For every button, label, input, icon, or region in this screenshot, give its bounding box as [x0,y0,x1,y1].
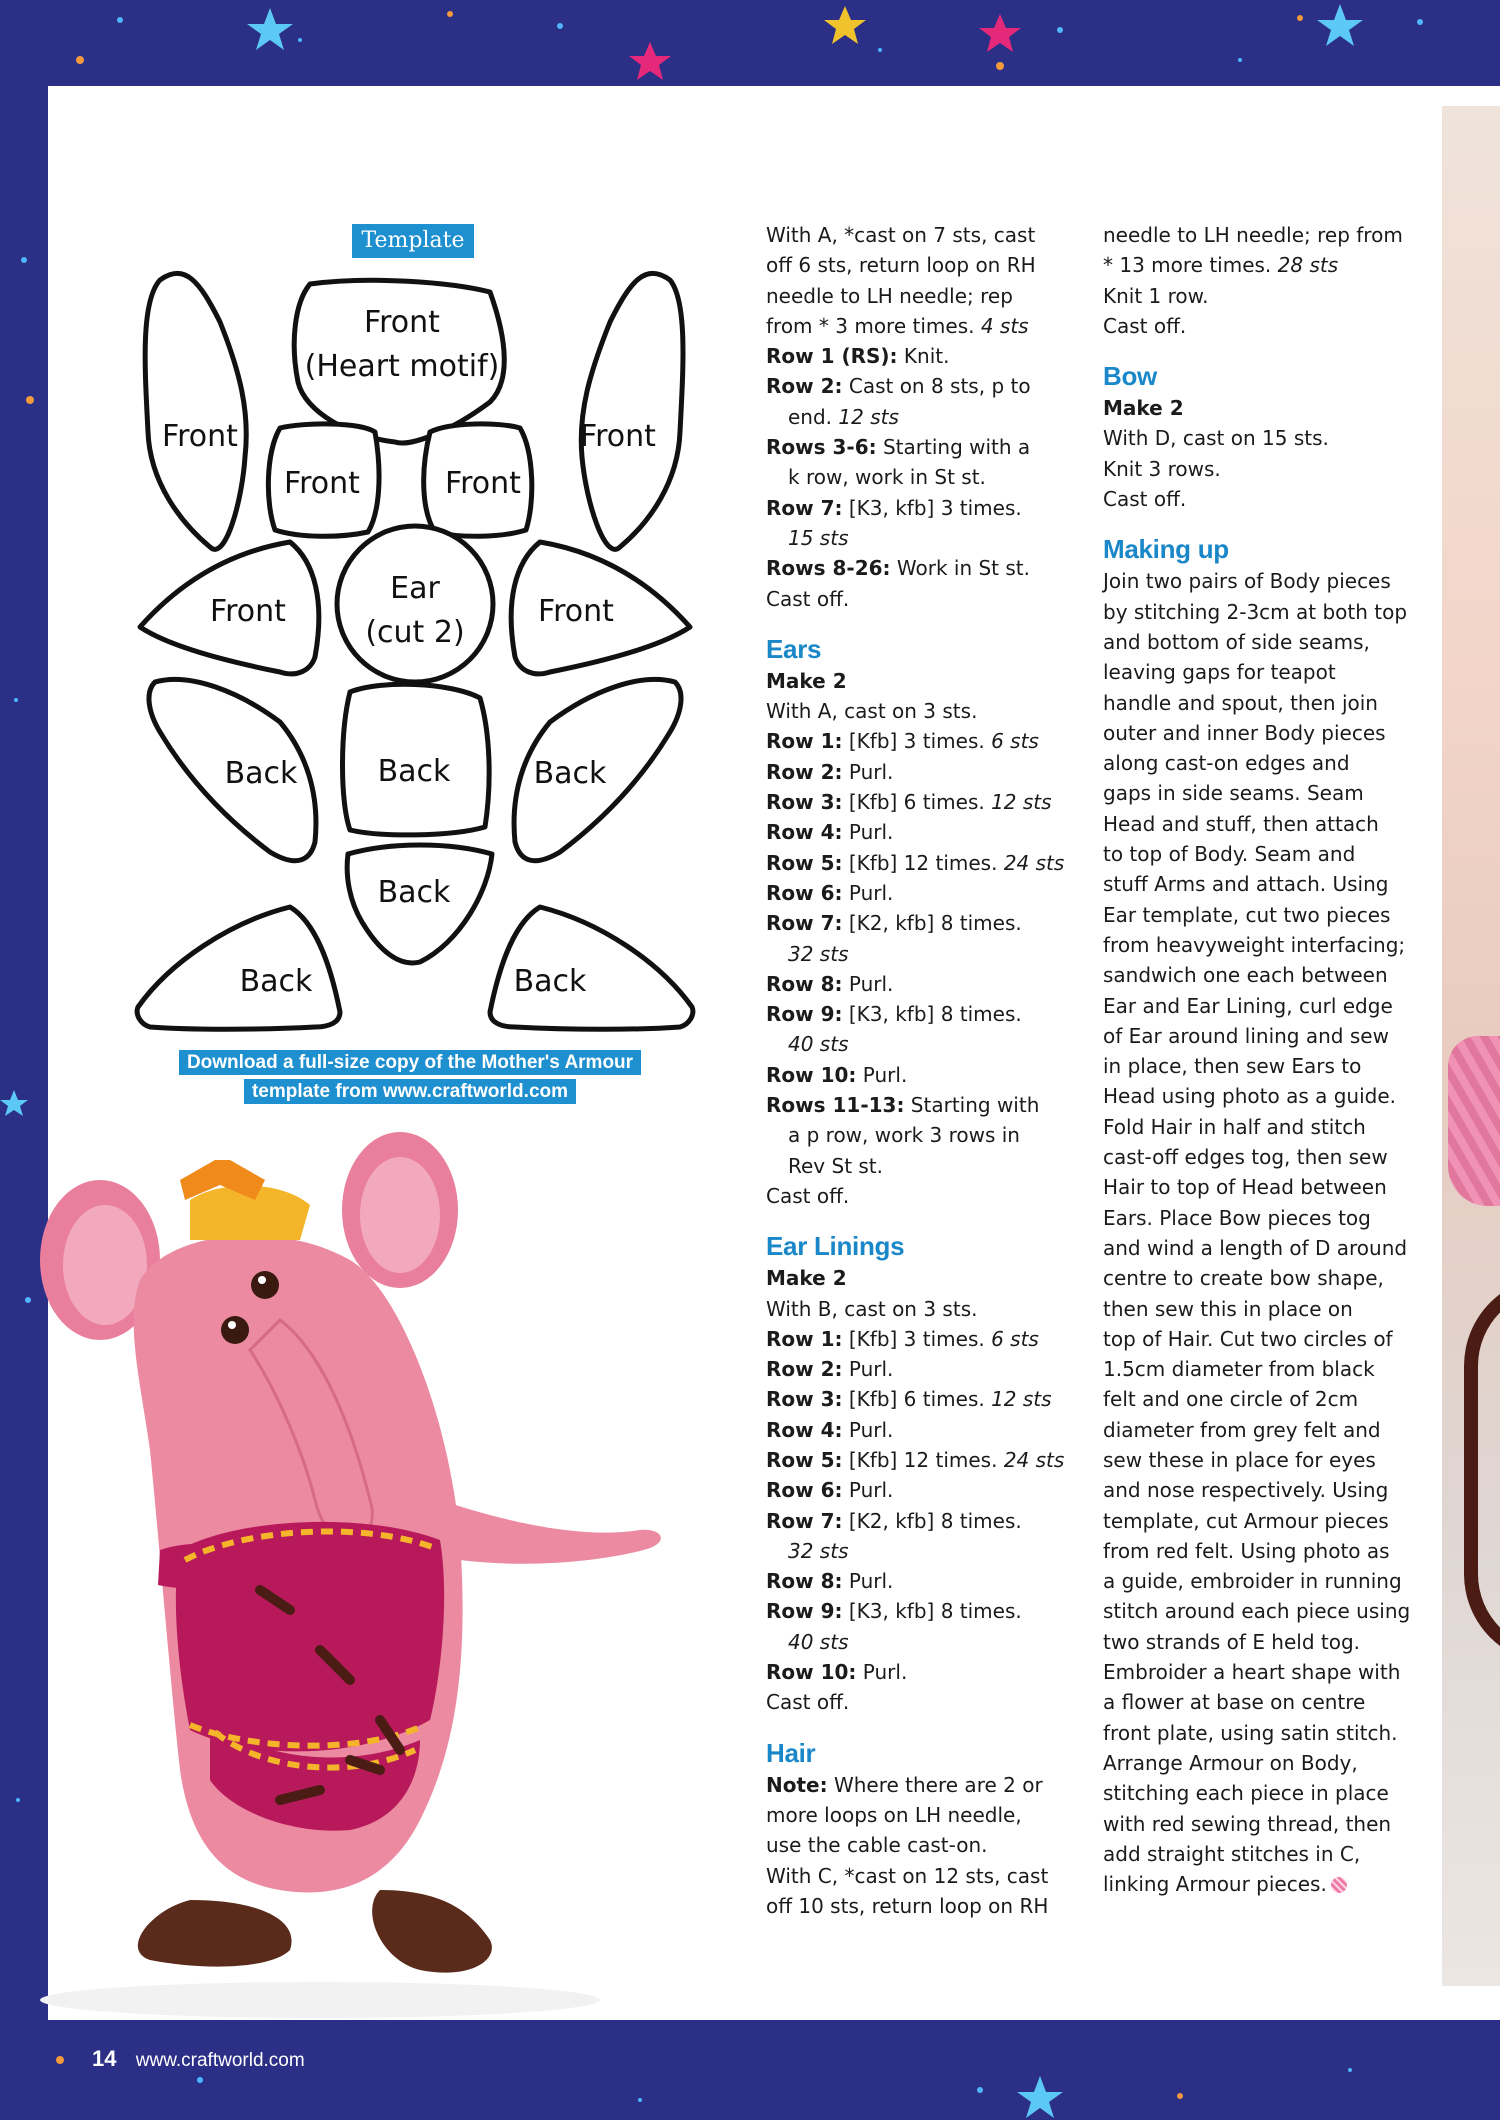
making-up-line: then sew this in place on [1103,1296,1353,1321]
making-up-line: a guide, embroider in running [1103,1569,1402,1594]
clanger-illustration [20,1120,740,2020]
heading-making-up: Making up [1103,534,1229,565]
pattern-line [766,584,1098,614]
row-key: Row 5: [766,1447,843,1472]
making-up-line: in place, then sew Ears to [1103,1054,1362,1079]
row-key: Row 3: [766,1387,843,1412]
making-up-line: of Ear around lining and sew [1103,1023,1389,1048]
making-up-line: Ears. Place Bow pieces tog [1103,1205,1371,1230]
making-up-line: template, cut Armour pieces [1103,1508,1389,1533]
making-up-line: Hair to top of Head between [1103,1175,1387,1200]
row-text: With B, cast on 3 sts. [766,1296,978,1321]
pattern-line [1103,311,1435,341]
row-text: k row, work in St st. [788,465,986,490]
row-key: Row 7: [766,495,843,520]
label-back-bottom-right: Back [513,964,587,999]
making-up-line: two strands of E held tog. [1103,1629,1361,1654]
row-key: Row 6: [766,880,843,905]
row-key: Row 9: [766,1002,843,1027]
row-text: Purl. [842,1417,894,1442]
row-key: Row 1 (RS): [766,344,898,369]
pattern-line [766,341,1098,371]
hair-line: With C, *cast on 12 sts, cast [766,1863,1049,1888]
row-count: 15 sts [788,525,849,550]
making-up-line: a flower at base on centre [1103,1690,1366,1715]
making-up-line: handle and spout, then join [1103,690,1378,715]
row-text: Purl. [842,1478,894,1503]
pattern-line [766,1627,1098,1657]
row-count: 12 sts [838,404,899,429]
row-count: 32 sts [788,941,849,966]
heading-hair: Hair [766,1737,816,1768]
making-up-last-line: linking Armour pieces. [1103,1869,1435,1899]
pattern-line [766,1294,1098,1324]
pattern-line [766,553,1098,583]
label-back-bottom-left: Back [239,964,313,999]
row-text: [Kfb] 12 times. [842,850,1004,875]
row-key: Row 9: [766,1599,843,1624]
making-up-line: Head and stuff, then attach [1103,811,1379,836]
pattern-line [766,1060,1098,1090]
row-count: 28 sts [1277,253,1339,278]
label-back-right: Back [533,756,607,791]
row-count: 24 sts [1003,850,1065,875]
row-text: Knit. [897,344,950,369]
pattern-column-2 [1103,220,1435,1899]
pattern-line [766,1596,1098,1626]
making-up-line: Ear and Ear Lining, curl edge [1103,993,1393,1018]
making-up-line: and bottom of side seams, [1103,629,1370,654]
row-key: Row 8: [766,1569,843,1594]
row-count: 12 sts [991,1387,1052,1412]
template-label: Template [352,224,474,258]
hair-continued [1103,220,1435,341]
row-key: Row 2: [766,1357,843,1382]
row-text: Purl. [842,759,894,784]
row-text: Purl. [842,1357,894,1382]
making-up-line: leaving gaps for teapot [1103,660,1336,685]
download-line-2-pre: template from [251,1081,383,1102]
row-text: Cast off. [766,1183,850,1208]
pattern-line [1103,250,1435,280]
row-text: Purl. [842,880,894,905]
making-up-line: add straight stitches in C, [1103,1841,1361,1866]
intro-text: off 6 sts, return loop on RH [766,253,1036,278]
row-count: 6 sts [991,1326,1039,1351]
pattern-line [766,1181,1098,1211]
row-text: needle to LH needle; rep from [1103,223,1403,247]
pattern-line [766,1354,1098,1384]
row-text: [K3, kfb] 8 times. [842,1002,1022,1027]
pattern-line [766,1566,1098,1596]
linings-make: Make 2 [766,1266,847,1291]
label-ear-1: Ear [390,571,440,606]
making-up-line: centre to create bow shape, [1103,1266,1384,1291]
intro-text: With A, *cast on 7 sts, cast [766,223,1036,247]
row-key: Row 4: [766,820,843,845]
label-ear-2: (cut 2) [365,615,465,650]
row-key: Row 1: [766,1326,843,1351]
pattern-line [766,848,1098,878]
pattern-line [766,757,1098,787]
yarn-ball-icon [1331,1877,1347,1893]
row-key: Row 1: [766,729,843,754]
making-up-line: with red sewing thread, then [1103,1811,1392,1836]
making-up-line: from heavyweight interfacing; [1103,932,1406,957]
making-up-line: diameter from grey felt and [1103,1417,1381,1442]
row-text: [Kfb] 3 times. [842,1326,992,1351]
piece-front-left-top [145,273,246,549]
row-count: 6 sts [991,729,1039,754]
pattern-line [766,1324,1098,1354]
download-link[interactable]: www.craftworld.com [382,1081,569,1102]
pattern-line [1103,220,1435,250]
row-key: Row 2: [766,374,843,399]
making-up-line: Head using photo as a guide. [1103,1084,1397,1109]
bow-line: Cast off. [1103,487,1187,512]
row-text: [K2, kfb] 8 times. [842,1508,1022,1533]
making-up-line: Ear template, cut two pieces [1103,902,1391,927]
making-up-line: to top of Body. Seam and [1103,842,1356,867]
row-key: Rows 3-6: [766,435,877,460]
teapot-photo [1442,106,1500,1986]
pattern-line [766,939,1098,969]
row-key: Row 2: [766,759,843,784]
making-up-line: sew these in place for eyes [1103,1447,1376,1472]
pattern-line [766,969,1098,999]
bow-line: Knit 3 rows. [1103,456,1221,481]
pattern-line [766,1151,1098,1181]
making-up-line: sandwich one each between [1103,963,1388,988]
making-up-line: and nose respectively. Using [1103,1478,1389,1503]
intro-text: from * 3 more times. [766,313,981,338]
row-text: [Kfb] 6 times. [842,790,992,815]
label-front-right-top: Front [580,419,656,454]
row-text: [K3, kfb] 8 times. [842,1599,1022,1624]
pattern-line [766,1475,1098,1505]
row-text: Work in St st. [890,556,1030,581]
label-front-left-top: Front [162,419,238,454]
row-text: Starting with a [876,435,1031,460]
intro-line [766,250,1098,280]
making-up-line: Join two pairs of Body pieces [1103,569,1391,594]
pattern-line [766,878,1098,908]
pattern-line [1103,281,1435,311]
pattern-line [766,1120,1098,1150]
label-front-small-right: Front [445,466,521,501]
intro-count: 4 sts [980,313,1029,338]
intro-line [766,220,1098,250]
making-up-line: gaps in side seams. Seam [1103,781,1364,806]
pattern-line [766,462,1098,492]
note-text: use the cable cast-on. [766,1833,988,1858]
making-up-line: by stitching 2-3cm at both top [1103,599,1408,624]
pattern-line [766,1506,1098,1536]
note-text: more loops on LH needle, [766,1802,1022,1827]
row-text: [Kfb] 3 times. [842,729,992,754]
row-text: Purl. [842,820,894,845]
making-up-line: and wind a length of D around [1103,1235,1408,1260]
pattern-line [766,402,1098,432]
hair-note [766,1770,1098,1861]
making-up-line: from red felt. Using photo as [1103,1538,1390,1563]
ears-make: Make 2 [766,668,847,693]
hair-rows [766,1861,1098,1922]
row-key: Row 10: [766,1660,857,1685]
row-key: Row 5: [766,850,843,875]
pattern-line [766,1536,1098,1566]
label-back-left: Back [224,756,298,791]
label-front-small-left: Front [284,466,360,501]
page-footer [92,2046,305,2072]
row-key: Row 6: [766,1478,843,1503]
row-text: [K3, kfb] 3 times. [842,495,1022,520]
row-text: Cast off. [766,586,850,611]
making-up-line: Arrange Armour on Body, [1103,1750,1358,1775]
making-up-line: felt and one circle of 2cm [1103,1387,1359,1412]
row-text: Cast on 8 sts, p to [842,374,1031,399]
ears-rows [766,696,1098,1211]
pattern-line [766,1090,1098,1120]
pattern-line [766,787,1098,817]
pattern-line [766,908,1098,938]
pattern-line [766,1445,1098,1475]
row-text: Rev St st. [788,1153,884,1178]
row-text: Purl. [856,1062,908,1087]
label-back-center: Back [377,754,451,789]
heading-ears: Ears [766,633,822,664]
pattern-line [766,493,1098,523]
row-key: Row 8: [766,971,843,996]
pattern-line [766,432,1098,462]
note-key: Note: [766,1772,828,1797]
pattern-line [766,696,1098,726]
download-line-2 [244,1079,576,1104]
row-key: Row 7: [766,911,843,936]
row-text: [K2, kfb] 8 times. [842,911,1022,936]
hair-line: off 10 sts, return loop on RH [766,1893,1049,1918]
row-text: [Kfb] 12 times. [842,1447,1004,1472]
label-front-left-mid: Front [210,594,286,629]
row-text: end. [788,404,839,429]
hair-note-line [766,1770,1098,1800]
pattern-line [766,817,1098,847]
row-key: Row 10: [766,1062,857,1087]
making-up-line: top of Hair. Cut two circles of [1103,1326,1393,1351]
pattern-line [766,999,1098,1029]
making-up-line: stitching each piece in place [1103,1781,1389,1806]
body-intro [766,220,1098,341]
pattern-column-1 [766,220,1098,1921]
bow-rows [1103,423,1435,514]
pattern-line [766,1029,1098,1059]
pattern-line [766,371,1098,401]
footer-url[interactable]: www.craftworld.com [135,2050,305,2071]
hair-note-line [766,1830,1098,1860]
linings-rows [766,1294,1098,1718]
making-up-text [1103,566,1435,1869]
row-key: Row 3: [766,790,843,815]
row-text: a p row, work 3 rows in [788,1123,1020,1148]
making-up-line: front plate, using satin stitch. [1103,1720,1398,1745]
row-text: Purl. [842,971,894,996]
making-up-line: stitch around each piece using [1103,1599,1411,1624]
row-text: Cast off. [766,1690,850,1715]
pattern-line [766,1687,1098,1717]
pattern-line [766,1657,1098,1687]
row-key: Row 7: [766,1508,843,1533]
making-up-line: Fold Hair in half and stitch [1103,1114,1366,1139]
row-text: Cast off. [1103,313,1187,338]
page-number: 14 [92,2046,117,2071]
making-up-line: 1.5cm diameter from black [1103,1357,1375,1382]
heading-bow: Bow [1103,361,1157,392]
label-back-center-low: Back [377,875,451,910]
intro-line [766,281,1098,311]
row-text: Starting with [904,1093,1040,1118]
pattern-line [766,1415,1098,1445]
row-count: 40 sts [788,1629,849,1654]
label-front-heart-2: (Heart motif) [304,349,500,384]
making-up-line: stuff Arms and attach. Using [1103,872,1389,897]
row-text: [Kfb] 6 times. [842,1387,992,1412]
armour-template-diagram [130,262,700,1034]
row-count: 24 sts [1003,1447,1065,1472]
bow-make: Make 2 [1103,396,1184,421]
pattern-line [766,726,1098,756]
intro-text: needle to LH needle; rep [766,283,1013,308]
intro-line [766,311,1098,341]
pattern-line [766,523,1098,553]
row-text: Purl. [856,1660,908,1685]
row-text: Purl. [842,1569,894,1594]
note-text: Where there are 2 or [827,1772,1043,1797]
row-text: With A, cast on 3 sts. [766,699,978,724]
row-count: 12 sts [991,790,1052,815]
row-key: Rows 8-26: [766,556,891,581]
heading-ear-linings: Ear Linings [766,1231,905,1262]
label-front-right-mid: Front [538,594,614,629]
making-up-line: along cast-on edges and [1103,751,1350,776]
label-front-heart-1: Front [364,305,440,340]
row-text: Knit 1 row. [1103,283,1209,308]
download-line-1: Download a full-size copy of the Mother's Armour [179,1050,641,1075]
body-rows [766,341,1098,614]
download-note [160,1048,660,1106]
pattern-line [766,1384,1098,1414]
row-key: Rows 11-13: [766,1093,905,1118]
making-up-line: Embroider a heart shape with [1103,1660,1401,1685]
row-text: * 13 more times. [1103,253,1278,278]
row-count: 32 sts [788,1538,849,1563]
hair-note-line [766,1800,1098,1830]
row-count: 40 sts [788,1032,849,1057]
piece-front-right-top [581,273,683,549]
making-up-line: outer and inner Body pieces [1103,720,1386,745]
row-key: Row 4: [766,1417,843,1442]
bow-line: With D, cast on 15 sts. [1103,426,1329,451]
making-up-line: cast-off edges tog, then sew [1103,1145,1388,1170]
